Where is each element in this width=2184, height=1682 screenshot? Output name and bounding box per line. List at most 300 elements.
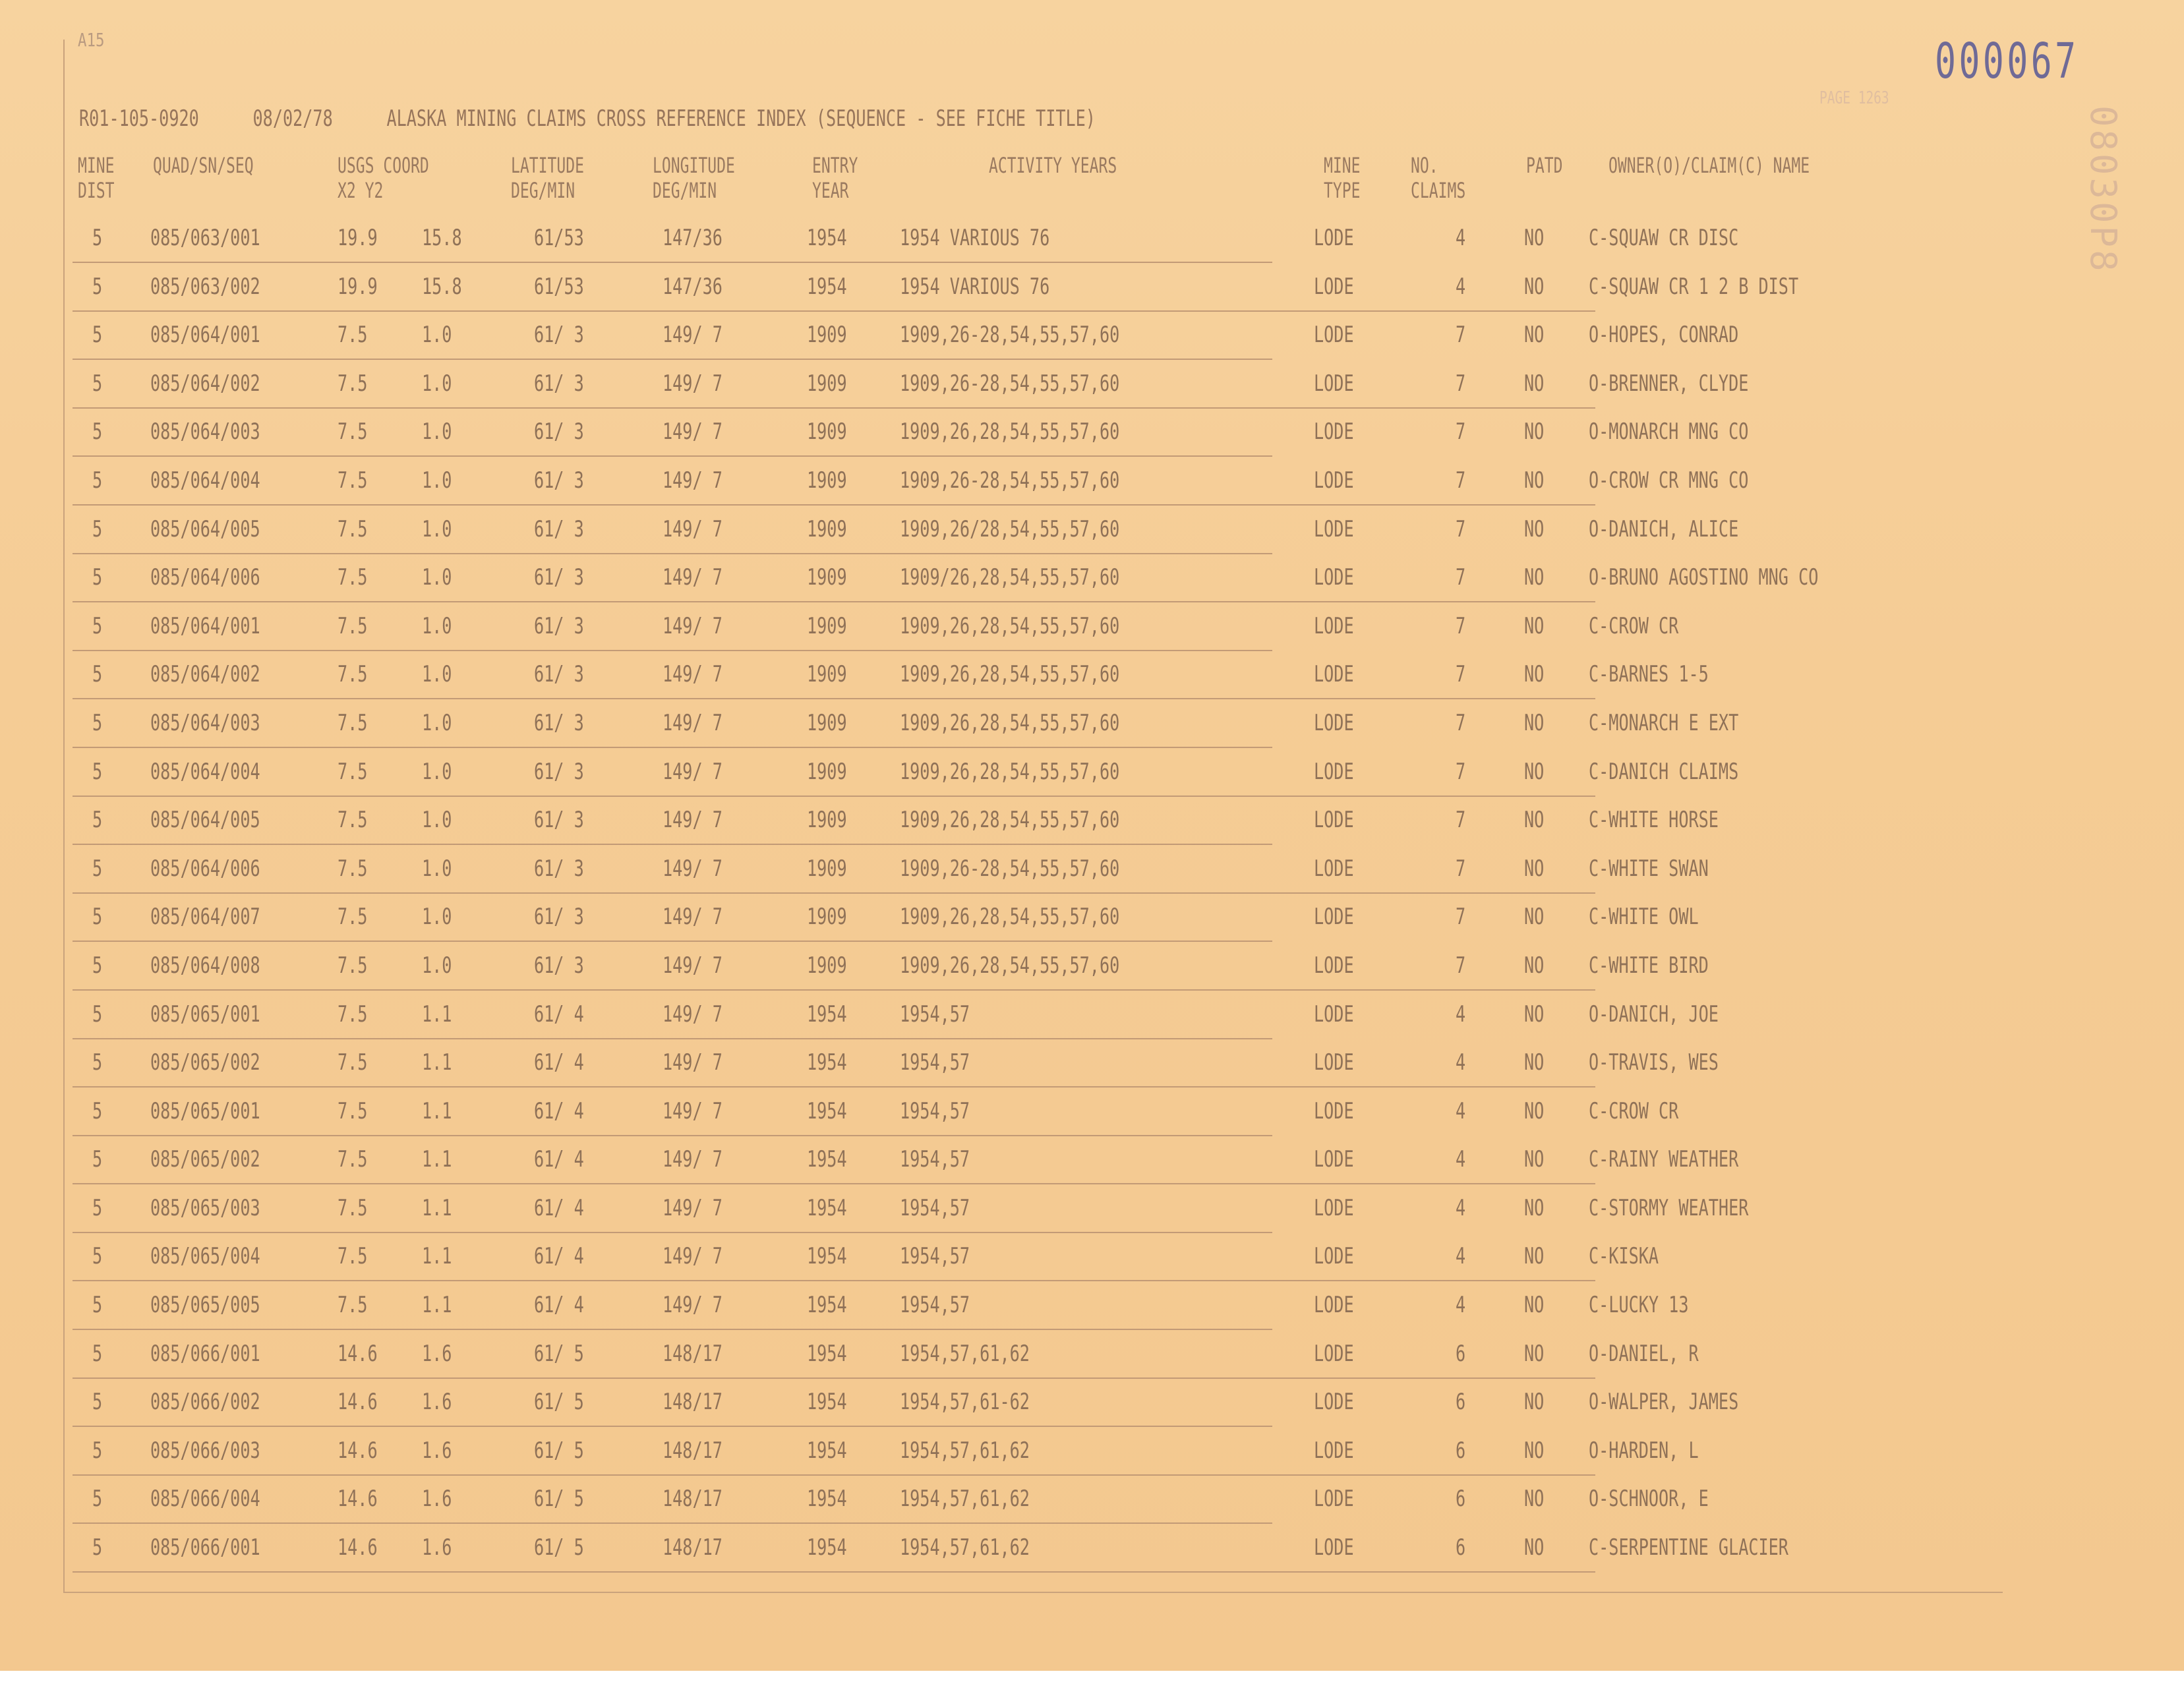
cell-entry: 1954 (807, 1000, 847, 1028)
cell-claims: 7 (1456, 564, 1466, 591)
cell-type: LODE (1314, 1389, 1354, 1416)
table-row (0, 947, 2184, 996)
cell-x2: 7.5 (338, 807, 368, 834)
cell-entry: 1909 (807, 855, 847, 882)
cell-claims: 7 (1456, 612, 1466, 639)
cell-type: LODE (1314, 1437, 1354, 1464)
row-rule (73, 262, 1272, 263)
cell-patd: NO (1524, 709, 1545, 736)
cell-claims: 7 (1456, 952, 1466, 979)
cell-lat: 61/53 (534, 273, 584, 300)
cell-patd: NO (1524, 322, 1545, 349)
row-rule (73, 892, 1595, 894)
table-row (0, 1238, 2184, 1287)
cell-claims: 6 (1456, 1534, 1466, 1561)
cell-owner: O-BRUNO AGOSTINO MNG CO (1589, 564, 1819, 591)
cell-entry: 1954 (807, 1437, 847, 1464)
cell-lon: 149/ 7 (663, 1146, 723, 1173)
cell-quad: 085/064/003 (150, 419, 260, 446)
cell-lat: 61/ 3 (534, 612, 584, 639)
table-row (0, 559, 2184, 608)
cell-type: LODE (1314, 1097, 1354, 1124)
cell-quad: 085/064/005 (150, 807, 260, 834)
cell-lon: 149/ 7 (663, 1292, 723, 1319)
frame-number: 000067 (1935, 33, 2079, 90)
table-row (0, 268, 2184, 317)
cell-entry: 1954 (807, 1389, 847, 1416)
cell-dist: 5 (92, 1049, 103, 1076)
table-row (0, 898, 2184, 947)
cell-x2: 7.5 (338, 322, 368, 349)
cell-claims: 7 (1456, 758, 1466, 785)
cell-owner: O-TRAVIS, WES (1589, 1049, 1719, 1076)
cell-activity: 1909,26-28,54,55,57,60 (900, 370, 1120, 397)
cell-quad: 085/065/004 (150, 1243, 260, 1270)
cell-y2: 1.1 (422, 1097, 452, 1124)
cell-lat: 61/ 3 (534, 709, 584, 736)
col-mine-type: MINE TYPE (1324, 153, 1361, 203)
report-title: ALASKA MINING CLAIMS CROSS REFERENCE INDEX (SEQUENCE - SEE FICHE TITLE) (386, 105, 1096, 132)
cell-x2: 14.6 (338, 1486, 378, 1513)
cell-activity: 1909,26/28,54,55,57,60 (900, 515, 1120, 542)
cell-dist: 5 (92, 952, 103, 979)
cell-type: LODE (1314, 564, 1354, 591)
row-rule (73, 796, 1595, 797)
cell-lon: 149/ 7 (663, 322, 723, 349)
cell-activity: 1954 VARIOUS 76 (900, 273, 1050, 300)
cell-type: LODE (1314, 709, 1354, 736)
cell-entry: 1954 (807, 1243, 847, 1270)
cell-lon: 149/ 7 (663, 855, 723, 882)
col-longitude: LONGITUDE DEG/MIN (653, 153, 735, 203)
cell-activity: 1909,26,28,54,55,57,60 (900, 612, 1120, 639)
cell-lon: 148/17 (663, 1389, 723, 1416)
cell-lat: 61/ 4 (534, 1194, 584, 1221)
cell-owner: O-CROW CR MNG CO (1589, 467, 1749, 494)
cell-activity: 1954,57,61,62 (900, 1340, 1030, 1367)
cell-entry: 1954 (807, 1194, 847, 1221)
table-row (0, 705, 2184, 753)
cell-entry: 1954 (807, 1486, 847, 1513)
cell-owner: C-WHITE SWAN (1589, 855, 1709, 882)
cell-x2: 7.5 (338, 758, 368, 785)
cell-type: LODE (1314, 1292, 1354, 1319)
cell-dist: 5 (92, 1437, 103, 1464)
cell-y2: 1.6 (422, 1389, 452, 1416)
cell-claims: 6 (1456, 1486, 1466, 1513)
cell-dist: 5 (92, 564, 103, 591)
cell-dist: 5 (92, 1000, 103, 1028)
cell-dist: 5 (92, 225, 103, 251)
col-activity-years: ACTIVITY YEARS (989, 153, 1117, 178)
cell-patd: NO (1524, 419, 1545, 446)
cell-entry: 1909 (807, 612, 847, 639)
cell-patd: NO (1524, 467, 1545, 494)
cell-owner: O-SCHNOOR, E (1589, 1486, 1709, 1513)
cell-dist: 5 (92, 612, 103, 639)
cell-type: LODE (1314, 758, 1354, 785)
cell-activity: 1954,57 (900, 1194, 970, 1221)
cell-lon: 149/ 7 (663, 1097, 723, 1124)
cell-type: LODE (1314, 612, 1354, 639)
cell-owner: C-MONARCH E EXT (1589, 709, 1739, 736)
col-claims: NO. CLAIMS (1411, 153, 1466, 203)
cell-activity: 1954,57 (900, 1292, 970, 1319)
cell-x2: 19.9 (338, 225, 378, 251)
cell-entry: 1954 (807, 1049, 847, 1076)
cell-entry: 1909 (807, 370, 847, 397)
claims-table (0, 219, 2184, 1578)
cell-quad: 085/065/003 (150, 1194, 260, 1221)
cell-y2: 1.0 (422, 370, 452, 397)
cell-x2: 14.6 (338, 1340, 378, 1367)
cell-dist: 5 (92, 855, 103, 882)
cell-claims: 7 (1456, 904, 1466, 931)
cell-dist: 5 (92, 661, 103, 688)
cell-x2: 7.5 (338, 1049, 368, 1076)
row-rule (73, 1426, 1272, 1427)
cell-quad: 085/063/002 (150, 273, 260, 300)
cell-x2: 7.5 (338, 904, 368, 931)
cell-claims: 7 (1456, 709, 1466, 736)
table-row (0, 996, 2184, 1045)
row-rule (73, 989, 1595, 991)
cell-activity: 1909,26,28,54,55,57,60 (900, 419, 1120, 446)
cell-x2: 7.5 (338, 952, 368, 979)
cell-lat: 61/ 5 (534, 1534, 584, 1561)
cell-y2: 1.0 (422, 807, 452, 834)
cell-x2: 14.6 (338, 1437, 378, 1464)
cell-activity: 1909,26,28,54,55,57,60 (900, 758, 1120, 785)
cell-claims: 7 (1456, 322, 1466, 349)
cell-dist: 5 (92, 709, 103, 736)
cell-lon: 149/ 7 (663, 419, 723, 446)
cell-claims: 7 (1456, 370, 1466, 397)
cell-activity: 1954 VARIOUS 76 (900, 225, 1050, 251)
cell-type: LODE (1314, 1194, 1354, 1221)
row-rule (73, 553, 1272, 554)
row-rule (73, 941, 1272, 942)
cell-patd: NO (1524, 758, 1545, 785)
cell-x2: 7.5 (338, 1194, 368, 1221)
cell-owner: C-CROW CR (1589, 1097, 1679, 1124)
cell-patd: NO (1524, 612, 1545, 639)
cell-owner: C-DANICH CLAIMS (1589, 758, 1739, 785)
cell-lat: 61/ 3 (534, 370, 584, 397)
row-rule (73, 1086, 1595, 1088)
cell-patd: NO (1524, 370, 1545, 397)
cell-activity: 1909,26,28,54,55,57,60 (900, 807, 1120, 834)
cell-lon: 149/ 7 (663, 612, 723, 639)
cell-patd: NO (1524, 273, 1545, 300)
cell-claims: 7 (1456, 467, 1466, 494)
cell-owner: O-BRENNER, CLYDE (1589, 370, 1749, 397)
cell-claims: 4 (1456, 1049, 1466, 1076)
cell-lon: 148/17 (663, 1534, 723, 1561)
table-row (0, 413, 2184, 462)
cell-lon: 148/17 (663, 1486, 723, 1513)
cell-y2: 1.1 (422, 1049, 452, 1076)
bottom-margin (0, 1671, 2184, 1682)
cell-type: LODE (1314, 515, 1354, 542)
cell-dist: 5 (92, 1292, 103, 1319)
row-rule (73, 1135, 1272, 1136)
cell-lat: 61/ 4 (534, 1097, 584, 1124)
cell-lon: 149/ 7 (663, 758, 723, 785)
cell-x2: 7.5 (338, 1243, 368, 1270)
cell-entry: 1954 (807, 273, 847, 300)
row-rule (73, 1571, 1595, 1573)
cell-patd: NO (1524, 1049, 1545, 1076)
cell-entry: 1909 (807, 322, 847, 349)
cell-dist: 5 (92, 807, 103, 834)
row-rule (73, 747, 1272, 748)
cell-patd: NO (1524, 1000, 1545, 1028)
cell-y2: 1.6 (422, 1437, 452, 1464)
col-usgs-coord: USGS COORD X2 Y2 (338, 153, 429, 203)
cell-claims: 4 (1456, 1000, 1466, 1028)
cell-lat: 61/ 3 (534, 758, 584, 785)
cell-dist: 5 (92, 1389, 103, 1416)
cell-lon: 149/ 7 (663, 709, 723, 736)
cell-quad: 085/064/003 (150, 709, 260, 736)
row-rule (73, 1474, 1595, 1476)
cell-x2: 7.5 (338, 1146, 368, 1173)
cell-dist: 5 (92, 1534, 103, 1561)
cell-lon: 149/ 7 (663, 467, 723, 494)
cell-owner: C-STORMY WEATHER (1589, 1194, 1749, 1221)
card-id: A15 (78, 29, 105, 51)
table-row (0, 219, 2184, 268)
cell-y2: 1.1 (422, 1000, 452, 1028)
cell-owner: C-SQUAW CR 1 2 B DIST (1589, 273, 1799, 300)
cell-lon: 148/17 (663, 1437, 723, 1464)
cell-owner: O-MONARCH MNG CO (1589, 419, 1749, 446)
cell-activity: 1954,57 (900, 1243, 970, 1270)
cell-entry: 1909 (807, 661, 847, 688)
cell-type: LODE (1314, 419, 1354, 446)
cell-y2: 1.1 (422, 1146, 452, 1173)
cell-owner: C-WHITE OWL (1589, 904, 1699, 931)
cell-type: LODE (1314, 1049, 1354, 1076)
cell-quad: 085/064/004 (150, 758, 260, 785)
cell-entry: 1954 (807, 1292, 847, 1319)
cell-activity: 1954,57 (900, 1049, 970, 1076)
row-rule (73, 1183, 1595, 1184)
cell-owner: C-SERPENTINE GLACIER (1589, 1534, 1788, 1561)
cell-entry: 1909 (807, 564, 847, 591)
cell-lat: 61/ 3 (534, 467, 584, 494)
cell-dist: 5 (92, 419, 103, 446)
row-rule (73, 359, 1272, 360)
cell-y2: 1.0 (422, 322, 452, 349)
cell-quad: 085/066/004 (150, 1486, 260, 1513)
cell-quad: 085/064/006 (150, 564, 260, 591)
cell-dist: 5 (92, 1194, 103, 1221)
cell-entry: 1909 (807, 515, 847, 542)
cell-x2: 14.6 (338, 1389, 378, 1416)
cell-type: LODE (1314, 952, 1354, 979)
cell-owner: C-RAINY WEATHER (1589, 1146, 1739, 1173)
row-rule (73, 504, 1595, 506)
table-row (0, 608, 2184, 656)
cell-quad: 085/064/001 (150, 322, 260, 349)
cell-owner: O-DANICH, JOE (1589, 1000, 1719, 1028)
cell-lon: 149/ 7 (663, 1049, 723, 1076)
cell-y2: 1.6 (422, 1534, 452, 1561)
cell-entry: 1909 (807, 758, 847, 785)
cell-lat: 61/ 5 (534, 1340, 584, 1367)
cell-entry: 1954 (807, 1340, 847, 1367)
cell-quad: 085/064/002 (150, 370, 260, 397)
cell-patd: NO (1524, 661, 1545, 688)
row-rule (73, 1038, 1272, 1039)
cell-activity: 1954,57 (900, 1146, 970, 1173)
cell-activity: 1909,26,28,54,55,57,60 (900, 661, 1120, 688)
cell-claims: 4 (1456, 273, 1466, 300)
table-row (0, 511, 2184, 560)
row-rule (73, 1232, 1272, 1233)
col-quad: QUAD/SN/SEQ (153, 153, 254, 178)
cell-patd: NO (1524, 1437, 1545, 1464)
cell-activity: 1954,57 (900, 1097, 970, 1124)
cell-entry: 1909 (807, 807, 847, 834)
cell-owner: C-LUCKY 13 (1589, 1292, 1689, 1319)
cell-lat: 61/ 3 (534, 855, 584, 882)
cell-lat: 61/ 3 (534, 807, 584, 834)
cell-x2: 7.5 (338, 1097, 368, 1124)
row-rule (73, 698, 1595, 699)
col-owner-claim-name: OWNER(O)/CLAIM(C) NAME (1608, 153, 1810, 178)
cell-lat: 61/ 3 (534, 515, 584, 542)
cell-claims: 4 (1456, 1292, 1466, 1319)
cell-activity: 1909,26-28,54,55,57,60 (900, 855, 1120, 882)
cell-type: LODE (1314, 273, 1354, 300)
table-row (0, 1432, 2184, 1481)
table-row (0, 1335, 2184, 1384)
cell-quad: 085/063/001 (150, 225, 260, 251)
cell-entry: 1954 (807, 1534, 847, 1561)
cell-lat: 61/53 (534, 225, 584, 251)
row-rule (73, 455, 1272, 457)
cell-quad: 085/065/001 (150, 1097, 260, 1124)
cell-x2: 7.5 (338, 1292, 368, 1319)
table-row (0, 1093, 2184, 1142)
cell-patd: NO (1524, 1534, 1545, 1561)
table-row (0, 850, 2184, 899)
cell-quad: 085/064/008 (150, 952, 260, 979)
cell-claims: 7 (1456, 807, 1466, 834)
cell-quad: 085/066/002 (150, 1389, 260, 1416)
table-row (0, 801, 2184, 850)
cell-lat: 61/ 3 (534, 661, 584, 688)
cell-owner: C-KISKA (1589, 1243, 1659, 1270)
table-row (0, 1383, 2184, 1432)
cell-patd: NO (1524, 1486, 1545, 1513)
cell-type: LODE (1314, 661, 1354, 688)
cell-activity: 1909,26,28,54,55,57,60 (900, 952, 1120, 979)
cell-owner: C-WHITE BIRD (1589, 952, 1709, 979)
cell-claims: 7 (1456, 419, 1466, 446)
cell-type: LODE (1314, 1340, 1354, 1367)
cell-lon: 147/36 (663, 225, 723, 251)
table-row (0, 753, 2184, 802)
cell-entry: 1909 (807, 709, 847, 736)
cell-type: LODE (1314, 855, 1354, 882)
cell-dist: 5 (92, 467, 103, 494)
cell-y2: 1.0 (422, 709, 452, 736)
side-code: 08030P8 (2082, 105, 2124, 274)
page-label: PAGE 1263 (1819, 88, 1889, 108)
row-rule (73, 601, 1595, 602)
cell-quad: 085/064/006 (150, 855, 260, 882)
cell-dist: 5 (92, 758, 103, 785)
cell-activity: 1954,57,61-62 (900, 1389, 1030, 1416)
cell-activity: 1954,57,61,62 (900, 1486, 1030, 1513)
cell-entry: 1954 (807, 1097, 847, 1124)
cell-patd: NO (1524, 1194, 1545, 1221)
cell-patd: NO (1524, 1292, 1545, 1319)
cell-y2: 1.1 (422, 1194, 452, 1221)
cell-lat: 61/ 3 (534, 952, 584, 979)
cell-owner: O-DANIEL, R (1589, 1340, 1699, 1367)
cell-patd: NO (1524, 1097, 1545, 1124)
cell-lat: 61/ 4 (534, 1243, 584, 1270)
cell-entry: 1909 (807, 419, 847, 446)
cell-claims: 4 (1456, 1146, 1466, 1173)
row-rule (73, 310, 1595, 312)
cell-x2: 7.5 (338, 855, 368, 882)
cell-y2: 1.0 (422, 904, 452, 931)
cell-claims: 4 (1456, 225, 1466, 251)
cell-quad: 085/064/001 (150, 612, 260, 639)
cell-y2: 15.8 (422, 225, 462, 251)
cell-x2: 7.5 (338, 515, 368, 542)
cell-y2: 1.0 (422, 661, 452, 688)
cell-lon: 149/ 7 (663, 1243, 723, 1270)
cell-patd: NO (1524, 225, 1545, 251)
cell-claims: 6 (1456, 1389, 1466, 1416)
table-row (0, 462, 2184, 511)
cell-owner: C-CROW CR (1589, 612, 1679, 639)
cell-activity: 1909/26,28,54,55,57,60 (900, 564, 1120, 591)
cell-y2: 1.0 (422, 564, 452, 591)
cell-y2: 1.0 (422, 515, 452, 542)
table-row (0, 1287, 2184, 1335)
cell-dist: 5 (92, 1097, 103, 1124)
cell-quad: 085/065/002 (150, 1049, 260, 1076)
cell-lat: 61/ 3 (534, 904, 584, 931)
cell-y2: 1.1 (422, 1292, 452, 1319)
col-latitude: LATITUDE DEG/MIN (511, 153, 584, 203)
cell-quad: 085/064/002 (150, 661, 260, 688)
cell-lon: 149/ 7 (663, 952, 723, 979)
cell-x2: 7.5 (338, 564, 368, 591)
cell-owner: O-HOPES, CONRAD (1589, 322, 1739, 349)
cell-patd: NO (1524, 1243, 1545, 1270)
cell-lon: 149/ 7 (663, 1000, 723, 1028)
cell-dist: 5 (92, 273, 103, 300)
cell-claims: 4 (1456, 1097, 1466, 1124)
cell-lat: 61/ 5 (534, 1389, 584, 1416)
cell-type: LODE (1314, 1534, 1354, 1561)
cell-type: LODE (1314, 1000, 1354, 1028)
cell-entry: 1909 (807, 467, 847, 494)
cell-y2: 1.0 (422, 855, 452, 882)
cell-patd: NO (1524, 1340, 1545, 1367)
report-date: 08/02/78 (252, 105, 333, 132)
cell-entry: 1909 (807, 904, 847, 931)
